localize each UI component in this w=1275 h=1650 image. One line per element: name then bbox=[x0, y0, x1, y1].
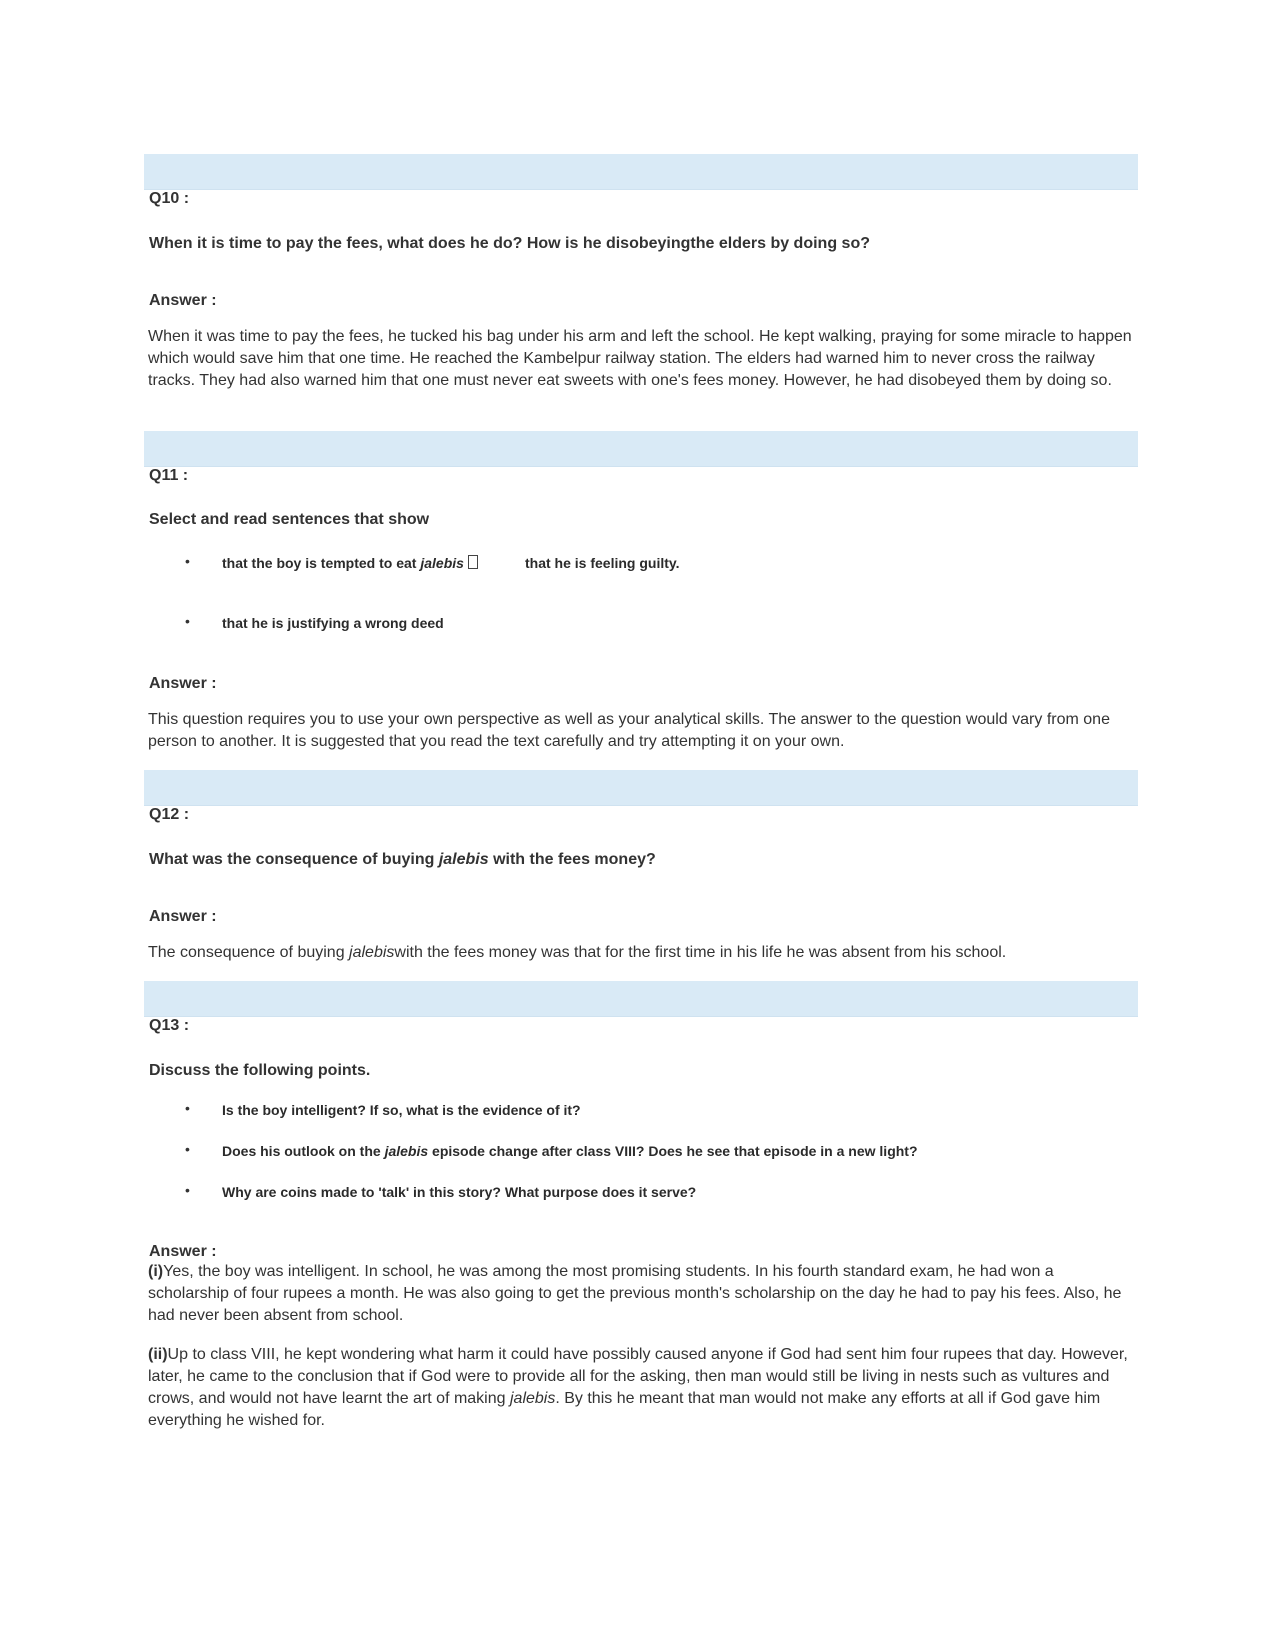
q12-answer-start: The consequence of buying bbox=[148, 944, 350, 961]
q11-number: Q11 : bbox=[149, 467, 189, 484]
bullet-icon: • bbox=[185, 1100, 190, 1116]
q12-header-band bbox=[144, 770, 1138, 806]
q13-part-1-text: Yes, the boy was intelligent. In school, he was among the most promising students. In his fourth standard exam, he had won a scholarship of four rupees a month. He was also going to get the previous month's scholarship on the day he had to pay his fees. Also, he had never been absent from school. bbox=[148, 1263, 1122, 1324]
q13-question: Discuss the following points. bbox=[149, 1062, 371, 1079]
q10-question: When it is time to pay the fees, what does he do? How is he disobeyingthe elders by doing so? bbox=[149, 235, 870, 252]
q12-answer-italic: jalebis bbox=[349, 944, 395, 961]
q10-number: Q10 : bbox=[149, 190, 190, 207]
q13-answer-label: Answer : bbox=[149, 1243, 217, 1260]
q13-bullet-2 bbox=[222, 1143, 918, 1159]
q13-part-1-label: (i) bbox=[148, 1263, 164, 1280]
q13-part-2-italic: jalebis bbox=[509, 1390, 556, 1407]
q13-bullet-2-text: Does his outlook on the bbox=[222, 1143, 385, 1159]
q13-bullet-1: Is the boy intelligent? If so, what is the evidence of it? bbox=[222, 1102, 581, 1118]
q13-bullet-2-italic: jalebis bbox=[384, 1143, 429, 1159]
q12-question-italic: jalebis bbox=[438, 851, 489, 868]
q12-answer-label: Answer : bbox=[149, 908, 217, 925]
q13-bullet-2-text-end: episode change after class VIII? Does he see that episode in a new light? bbox=[428, 1143, 918, 1159]
q13-answer-part-2 bbox=[148, 1344, 1133, 1432]
q12-question bbox=[149, 851, 656, 869]
q11-bullet-2: that he is justifying a wrong deed bbox=[222, 615, 444, 631]
bullet-icon: • bbox=[185, 1182, 190, 1198]
q11-bullet-1-continued: that he is feeling guilty. bbox=[525, 555, 680, 571]
q10-header-band bbox=[144, 154, 1138, 190]
q11-bullet-1-text: that the boy is tempted to eat bbox=[222, 555, 421, 571]
q12-question-text-end: with the fees money? bbox=[488, 851, 656, 868]
q13-number: Q13 : bbox=[149, 1017, 190, 1034]
q11-header-band bbox=[144, 431, 1138, 467]
q11-question: Select and read sentences that show bbox=[149, 511, 430, 528]
q10-answer-text: When it was time to pay the fees, he tucked his bag under his arm and left the school. He kept walking, praying for some miracle to happen which would save him that one time. He reached the Kambelpur railway station. The elders had warned him to never cross the railway tracks. They had also warned him that one must never eat sweets with one's fees money. However, he had disobeyed them by doing so. bbox=[148, 328, 1132, 389]
q11-answer-label: Answer : bbox=[149, 675, 217, 692]
bullet-icon: • bbox=[185, 553, 190, 569]
q13-part-2-text-end: . By this he meant that man would not make any efforts at all if God gave him everything he wished for. bbox=[148, 1390, 1101, 1429]
bullet-icon: • bbox=[185, 1141, 190, 1157]
q13-part-2-text: Up to class VIII, he kept wondering what harm it could have possibly caused anyone if God had sent him four rupees that day. However, later, he came to the conclusion that if God were to provide all for the asking, then man would still be living in nests such as vultures and crows, and would not have learnt the art of making bbox=[148, 1346, 1128, 1407]
q13-answer-part-1 bbox=[148, 1261, 1133, 1327]
q13-part-2-label: (ii) bbox=[148, 1346, 168, 1363]
q13-bullet-3: Why are coins made to 'talk' in this story? What purpose does it serve? bbox=[222, 1184, 697, 1200]
q13-header-band bbox=[144, 981, 1138, 1017]
missing-glyph-icon bbox=[468, 555, 478, 569]
q12-question-text: What was the consequence of buying bbox=[149, 851, 439, 868]
q12-number: Q12 : bbox=[149, 806, 190, 823]
q11-bullet-1 bbox=[222, 555, 478, 571]
bullet-icon: • bbox=[185, 613, 190, 629]
q11-bullet-1-italic: jalebis bbox=[420, 555, 464, 571]
q10-answer-label: Answer : bbox=[149, 292, 217, 309]
q12-answer-text bbox=[148, 942, 1133, 964]
q12-answer-end: with the fees money was that for the first time in his life he was absent from his school. bbox=[394, 944, 1007, 961]
q11-answer-text: This question requires you to use your own perspective as well as your analytical skills. The answer to the question would vary from one person to another. It is suggested that you read the text carefully and try attempting it on your own. bbox=[148, 711, 1110, 750]
